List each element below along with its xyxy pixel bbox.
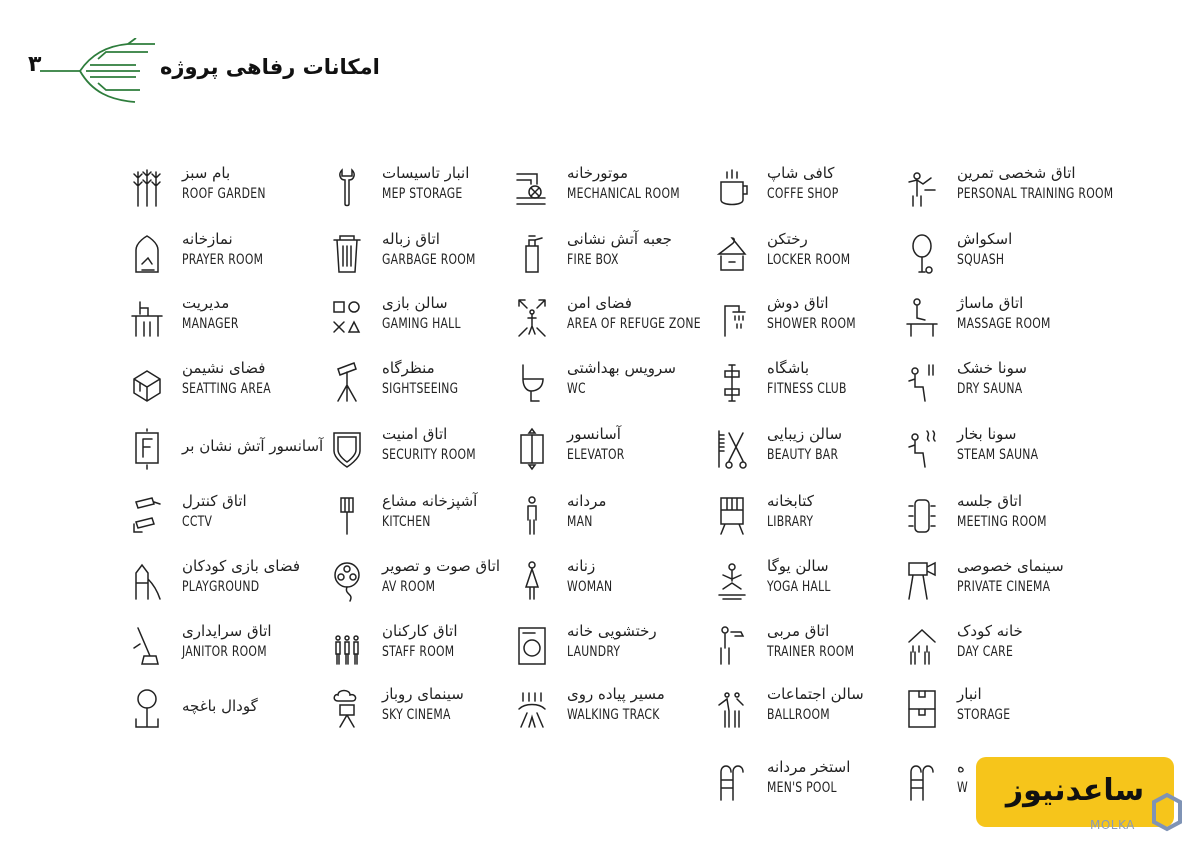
- meeting-table-icon: [905, 494, 939, 538]
- elevator-icon: [515, 427, 549, 471]
- amenity-item: [515, 555, 725, 611]
- amenity-label-en: STORAGE: [957, 707, 1011, 723]
- amenity-label-fa: اتاق مربی: [767, 622, 830, 640]
- amenity-label-en: SKY CINEMA: [382, 707, 451, 723]
- amenity-label-en: MEN'S POOL: [767, 780, 837, 796]
- staff-icon: [330, 624, 364, 668]
- amenity-label-fa: مردانه: [567, 492, 607, 510]
- amenity-label-fa: اتاق کارکنان: [382, 622, 458, 640]
- massage-icon: [905, 296, 939, 340]
- amenity-label-fa: اتاق جلسه: [957, 492, 1022, 510]
- amenity-label-en: WALKING TRACK: [567, 707, 660, 723]
- amenity-label-fa: منظرگاه: [382, 359, 435, 377]
- amenity-label-fa: گودال باغچه: [182, 697, 258, 715]
- trainer-icon: [905, 166, 939, 210]
- amenity-item: [905, 228, 1115, 284]
- amenity-item: [515, 162, 725, 218]
- outdoor-camera-icon: [330, 687, 364, 731]
- comb-scissors-icon: [715, 427, 749, 471]
- amenity-label-fa: انبار تاسیسات: [382, 164, 470, 182]
- fire-elevator-icon: [130, 427, 164, 471]
- slide-icon: [130, 559, 164, 603]
- wrench-icon: [330, 166, 364, 210]
- amenity-item: [130, 423, 340, 479]
- amenity-item: [905, 423, 1115, 479]
- amenity-item: [715, 756, 925, 812]
- brand-text: MOLKA: [1090, 818, 1135, 832]
- amenity-label-fa: سینمای خصوصی: [957, 557, 1064, 575]
- amenity-label-fa: سینمای روباز: [382, 685, 464, 703]
- amenity-item: [715, 555, 925, 611]
- amenity-label-fa: اتاق دوش: [767, 294, 829, 312]
- house-family-icon: [905, 624, 939, 668]
- spatula-icon: [330, 494, 364, 538]
- whistle-icon: [715, 624, 749, 668]
- mihrab-icon: [130, 232, 164, 276]
- amenity-label-en: MECHANICAL ROOM: [567, 186, 680, 202]
- amenity-item: [130, 683, 340, 739]
- amenity-label-en: CCTV: [182, 514, 213, 530]
- ballroom-icon: [715, 687, 749, 731]
- amenity-item: [130, 162, 340, 218]
- amenity-label-fa: اتاق صوت و تصویر: [382, 557, 501, 575]
- amenity-item: [905, 162, 1115, 218]
- amenity-label-en: KITCHEN: [382, 514, 431, 530]
- amenity-label-fa: زنانه: [567, 557, 596, 575]
- storage-box-icon: [905, 687, 939, 731]
- amenity-label-fa: جعبه آتش نشانی: [567, 230, 672, 248]
- amenity-label-fa: انبار: [957, 685, 982, 703]
- amenity-label-fa: کتابخانه: [767, 492, 814, 510]
- amenity-label-fa: سرویس بهداشتی: [567, 359, 676, 377]
- amenity-label-en: SIGHTSEEING: [382, 381, 459, 397]
- amenity-item: [905, 620, 1115, 676]
- refuge-arrows-icon: [515, 296, 549, 340]
- watermark-badge: ساعدنیوز: [976, 757, 1174, 827]
- amenity-label-fa: خانه کودک: [957, 622, 1023, 640]
- amenity-item: [130, 555, 340, 611]
- amenity-label-fa: اتاق امنیت: [382, 425, 448, 443]
- amenity-label-fa: مدیریت: [182, 294, 230, 312]
- amenity-item: [515, 292, 725, 348]
- amenity-item: [330, 490, 540, 546]
- amenity-item: [715, 357, 925, 413]
- pool-ladder-icon: [905, 760, 939, 804]
- amenity-label-fa: ه: [957, 758, 965, 776]
- game-symbols-icon: [330, 296, 364, 340]
- amenity-item: [905, 490, 1115, 546]
- page-title: امکانات رفاهی پروژه: [160, 55, 380, 79]
- amenity-item: [130, 228, 340, 284]
- amenity-label-fa: رختکن: [767, 230, 808, 248]
- amenity-item: [515, 423, 725, 479]
- amenity-item: [330, 292, 540, 348]
- amenity-item: [715, 228, 925, 284]
- amenity-item: [330, 555, 540, 611]
- mop-icon: [130, 624, 164, 668]
- amenity-label-en: W: [957, 780, 968, 796]
- amenity-label-fa: سالن بازی: [382, 294, 448, 312]
- amenity-item: [515, 620, 725, 676]
- amenity-label-fa: رختشویی خانه: [567, 622, 657, 640]
- tree-pit-icon: [130, 687, 164, 731]
- amenity-item: [905, 292, 1115, 348]
- amenity-item: [515, 357, 725, 413]
- amenity-label-en: BALLROOM: [767, 707, 830, 723]
- amenity-label-fa: سونا بخار: [957, 425, 1017, 443]
- amenity-label-en: AV ROOM: [382, 579, 436, 595]
- amenity-item: [130, 620, 340, 676]
- amenity-label-en: SECURITY ROOM: [382, 447, 476, 463]
- projector-icon: [905, 559, 939, 603]
- amenity-label-en: STEAM SAUNA: [957, 447, 1039, 463]
- amenity-label-en: MASSAGE ROOM: [957, 316, 1051, 332]
- amenity-label-fa: باشگاه: [767, 359, 810, 377]
- telescope-icon: [330, 361, 364, 405]
- amenity-label-fa: سالن یوگا: [767, 557, 829, 575]
- amenity-label-fa: کافی شاپ: [767, 164, 835, 182]
- amenity-label-en: PERSONAL TRAINING ROOM: [957, 186, 1114, 202]
- amenity-item: [905, 683, 1115, 739]
- amenity-item: [515, 490, 725, 546]
- amenity-item: [515, 228, 725, 284]
- desk-chair-icon: [130, 296, 164, 340]
- amenity-item: [330, 423, 540, 479]
- amenity-label-en: MEETING ROOM: [957, 514, 1047, 530]
- amenity-label-en: WC: [567, 381, 586, 397]
- squash-racket-icon: [905, 232, 939, 276]
- amenity-label-fa: موتورخانه: [567, 164, 629, 182]
- amenity-item: [330, 162, 540, 218]
- steam-sauna-icon: [905, 427, 939, 471]
- hanger-icon: [715, 232, 749, 276]
- man-icon: [515, 494, 549, 538]
- amenity-label-fa: مسیر پیاده روی: [567, 685, 665, 703]
- amenity-label-en: LOCKER ROOM: [767, 252, 851, 268]
- amenity-item: [715, 490, 925, 546]
- section-number: ۳: [28, 52, 42, 77]
- amenity-label-fa: نمازخانه: [182, 230, 233, 248]
- amenity-label-en: SQUASH: [957, 252, 1005, 268]
- wheat-icon: [130, 166, 164, 210]
- amenity-label-fa: فضای بازی کودکان: [182, 557, 301, 575]
- amenity-label-en: GAMING HALL: [382, 316, 461, 332]
- amenity-label-fa: فضای نشیمن: [182, 359, 266, 377]
- amenity-label-fa: اتاق کنترل: [182, 492, 247, 510]
- film-reel-icon: [330, 559, 364, 603]
- shield-icon: [330, 427, 364, 471]
- amenity-label-fa: سونا خشک: [957, 359, 1027, 377]
- amenity-item: [330, 683, 540, 739]
- amenity-label-fa: اتاق زباله: [382, 230, 440, 248]
- trash-can-icon: [330, 232, 364, 276]
- amenity-label-fa: سالن اجتماعات: [767, 685, 864, 703]
- amenity-item: [130, 490, 340, 546]
- amenity-label-en: FIRE BOX: [567, 252, 619, 268]
- amenity-item: [905, 357, 1115, 413]
- amenity-label-en: PRAYER ROOM: [182, 252, 264, 268]
- dry-sauna-icon: [905, 361, 939, 405]
- walking-track-icon: [515, 687, 549, 731]
- amenity-label-en: LAUNDRY: [567, 644, 621, 660]
- amenity-item: [715, 423, 925, 479]
- toilet-icon: [515, 361, 549, 405]
- pipe-valve-icon: [515, 166, 549, 210]
- amenity-label-en: FITNESS CLUB: [767, 381, 847, 397]
- amenity-label-en: ELEVATOR: [567, 447, 625, 463]
- dumbbell-icon: [715, 361, 749, 405]
- amenity-label-en: DRY SAUNA: [957, 381, 1023, 397]
- amenity-label-en: PLAYGROUND: [182, 579, 260, 595]
- amenity-label-en: DAY CARE: [957, 644, 1014, 660]
- amenity-label-fa: آشپزخانه مشاع: [382, 492, 478, 510]
- amenity-label-fa: آسانسور آتش نشان بر: [182, 437, 324, 455]
- amenity-label-en: AREA OF REFUGE ZONE: [567, 316, 701, 332]
- amenity-item: [330, 228, 540, 284]
- amenity-item: [130, 357, 340, 413]
- amenity-label-fa: آسانسور: [567, 425, 621, 443]
- amenity-label-en: GARBAGE ROOM: [382, 252, 476, 268]
- amenity-label-fa: بام سبز: [182, 164, 231, 182]
- amenity-label-en: SEATTING AREA: [182, 381, 271, 397]
- amenity-label-fa: فضای امن: [567, 294, 632, 312]
- amenity-item: [715, 162, 925, 218]
- amenity-label-en: JANITOR ROOM: [182, 644, 267, 660]
- amenity-item: [515, 683, 725, 739]
- amenity-label-en: ROOF GARDEN: [182, 186, 266, 202]
- amenity-item: [330, 620, 540, 676]
- amenity-label-en: YOGA HALL: [767, 579, 831, 595]
- bookshelf-icon: [715, 494, 749, 538]
- amenity-label-en: PRIVATE CINEMA: [957, 579, 1051, 595]
- amenity-item: [715, 620, 925, 676]
- washing-machine-icon: [515, 624, 549, 668]
- amenity-label-fa: اتاق سرایداری: [182, 622, 272, 640]
- amenity-item: [130, 292, 340, 348]
- amenity-label-fa: استخر مردانه: [767, 758, 851, 776]
- amenity-label-en: TRAINER ROOM: [767, 644, 855, 660]
- armchair-icon: [130, 361, 164, 405]
- amenity-label-fa: اسکواش: [957, 230, 1013, 248]
- fire-extinguisher-icon: [515, 232, 549, 276]
- amenity-label-en: LIBRARY: [767, 514, 814, 530]
- cctv-camera-icon: [130, 494, 164, 538]
- amenity-item: [715, 292, 925, 348]
- amenity-label-en: MAN: [567, 514, 593, 530]
- pool-ladder-icon: [715, 760, 749, 804]
- amenity-item: [715, 683, 925, 739]
- amenity-label-en: STAFF ROOM: [382, 644, 455, 660]
- yoga-icon: [715, 559, 749, 603]
- amenity-label-fa: سالن زیبایی: [767, 425, 843, 443]
- amenity-label-en: MANAGER: [182, 316, 239, 332]
- amenity-label-fa: اتاق شخصی تمرین: [957, 164, 1076, 182]
- shower-icon: [715, 296, 749, 340]
- amenity-label-en: SHOWER ROOM: [767, 316, 856, 332]
- amenity-label-fa: اتاق ماساژ: [957, 294, 1024, 312]
- amenity-label-en: BEAUTY BAR: [767, 447, 839, 463]
- amenity-item: [905, 555, 1115, 611]
- amenity-label-en: WOMAN: [567, 579, 613, 595]
- coffee-cup-icon: [715, 166, 749, 210]
- amenity-label-en: COFFE SHOP: [767, 186, 839, 202]
- amenity-label-en: MEP STORAGE: [382, 186, 463, 202]
- brand-mark-icon: [1150, 792, 1184, 832]
- woman-icon: [515, 559, 549, 603]
- amenity-item: [330, 357, 540, 413]
